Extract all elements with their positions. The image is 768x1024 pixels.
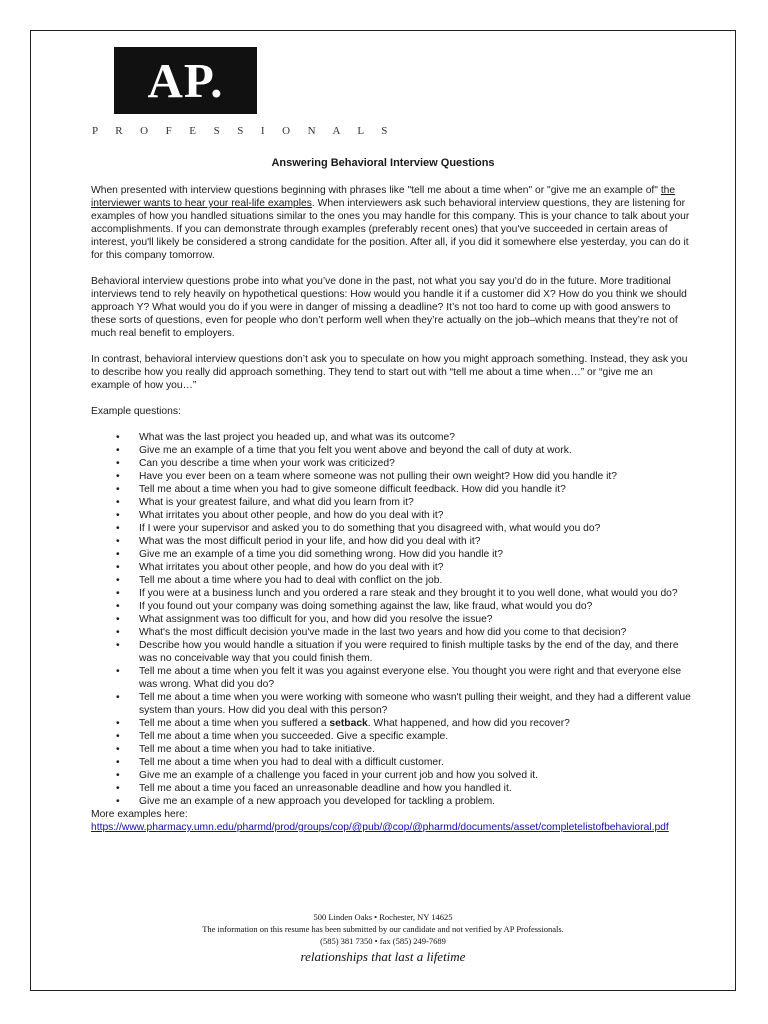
intro-text-end: . When interviewers ask such behavioral interview questions, they are listening for examples of how you handled situations similar to the ones you may handle for this company. This is your chance to talk about your accomplishments. If you can demonstrate through examples (preferably recent ones) that you've succeeded in certain areas of interest, you'll likely be considered a strong candidate for the position. After all, if you did it somewhere else yesterday, you can do it for this company tomorrow. bbox=[91, 198, 690, 261]
examples-label: Example questions: bbox=[91, 406, 181, 417]
document-body bbox=[91, 184, 691, 834]
setback-bold-word: setback bbox=[329, 718, 368, 729]
intro-text-start: When presented with interview questions beginning with phrases like "tell me about a time when" or "give me an example of" bbox=[91, 185, 661, 196]
setback-text-end: . What happened, and how did you recover? bbox=[367, 718, 570, 729]
more-examples-label: More examples here: bbox=[91, 809, 188, 820]
question-item: • Describe how you would handle a situation if you were required to finish multiple tasks by the end of the day, and there was no conceivable way that you could finish them. bbox=[91, 639, 691, 665]
question-item: • What was the last project you headed up, and what was its outcome? bbox=[91, 431, 691, 444]
question-item: • Tell me about a time when you succeeded. Give a specific example. bbox=[91, 730, 691, 743]
more-examples-link[interactable]: https://www.pharmacy.umn.edu/pharmd/prod/groups/cop/@pub/@cop/@pharmd/documents/asset/completelistofbehavioral.pdf bbox=[91, 822, 669, 833]
paragraph-3: In contrast, behavioral interview questions don’t ask you to speculate on how you might approach something. Instead, they ask you to describe how you really did approach something. They tend to start out with “tell me about a time when…” or “give me an example of how you…” bbox=[91, 354, 688, 391]
paragraph-2: Behavioral interview questions probe into what you’ve done in the past, not what you say you’d do in the future. More traditional interviews tend to rely heavily on hypothetical questions: How would you handle it if a customer did X? How do you think we should approach Y? What would you do if you were in danger of missing a deadline? It’s not too hard to come up with good answers to these sorts of questions, even for people who don’t perform well when they’re actually on the job–which means that they’re not of much real benefit to employers. bbox=[91, 276, 687, 339]
logo-subtitle: P R O F E S S I O N A L S bbox=[92, 125, 395, 137]
question-item: • Give me an example of a time that you felt you went above and beyond the call of duty at work. bbox=[91, 444, 691, 457]
question-item: • Give me an example of a time you did something wrong. How did you handle it? bbox=[91, 548, 691, 561]
logo-mark: AP. bbox=[147, 53, 224, 108]
question-item: • What irritates you about other people, and how do you deal with it? bbox=[91, 509, 691, 522]
ap-logo bbox=[114, 47, 257, 114]
footer-phone: (585) 381 7350 • fax (585) 249-7689 bbox=[320, 936, 446, 946]
question-item: • Tell me about a time when you had to give someone difficult feedback. How did you handle it? bbox=[91, 483, 691, 496]
intro-underlined-text: the interviewer wants to hear your real-life examples bbox=[91, 185, 676, 209]
footer-tagline: relationships that last a lifetime bbox=[300, 949, 466, 964]
question-item: • Have you ever been on a team where someone was not pulling their own weight? How did you handle it? bbox=[91, 470, 691, 483]
footer-address: 500 Linden Oaks • Rochester, NY 14625 bbox=[313, 912, 453, 922]
question-item: • What irritates you about other people, and how do you deal with it? bbox=[91, 561, 691, 574]
intro-paragraph bbox=[91, 184, 691, 262]
question-item: • Tell me about a time when you had to take initiative. bbox=[91, 743, 691, 756]
footer-disclaimer: The information on this resume has been submitted by our candidate and not verified by AP Professionals. bbox=[202, 924, 564, 934]
question-item: • Tell me about a time where you had to deal with conflict on the job. bbox=[91, 574, 691, 587]
question-item: • If I were your supervisor and asked you to do something that you disagreed with, what would you do? bbox=[91, 522, 691, 535]
page-frame bbox=[30, 30, 736, 991]
question-item: • Tell me about a time when you felt it was you against everyone else. You thought you were right and that everyone else was wrong. What did you do? bbox=[91, 665, 691, 691]
question-item: • Tell me about a time when you had to deal with a difficult customer. bbox=[91, 756, 691, 769]
question-item: • Give me an example of a challenge you faced in your current job and how you solved it. bbox=[91, 769, 691, 782]
question-item: • What's the most difficult decision you've made in the last two years and how did you come to that decision? bbox=[91, 626, 691, 639]
setback-text-start: Tell me about a time when you suffered a bbox=[139, 718, 330, 729]
question-item: • What was the most difficult period in your life, and how did you deal with it? bbox=[91, 535, 691, 548]
question-item: • Give me an example of a new approach you developed for tackling a problem. bbox=[91, 795, 691, 808]
question-item: • Tell me about a time when you were working with someone who wasn't pulling their weight, and they had a different value system than yours. How did you deal with this person? bbox=[91, 691, 691, 717]
question-item: • Can you describe a time when your work was criticized? bbox=[91, 457, 691, 470]
question-item-setback bbox=[91, 717, 691, 730]
question-item: • What assignment was too difficult for you, and how did you resolve the issue? bbox=[91, 613, 691, 626]
document-title: Answering Behavioral Interview Questions bbox=[271, 157, 495, 169]
question-item: • If you were at a business lunch and you ordered a rare steak and they brought it to you well done, what would you do? bbox=[91, 587, 691, 600]
question-list bbox=[91, 431, 691, 808]
question-item: • If you found out your company was doing something against the law, like fraud, what would you do? bbox=[91, 600, 691, 613]
footer bbox=[31, 911, 735, 965]
question-item: • What is your greatest failure, and what did you learn from it? bbox=[91, 496, 691, 509]
question-item: • Tell me about a time you faced an unreasonable deadline and how you handled it. bbox=[91, 782, 691, 795]
